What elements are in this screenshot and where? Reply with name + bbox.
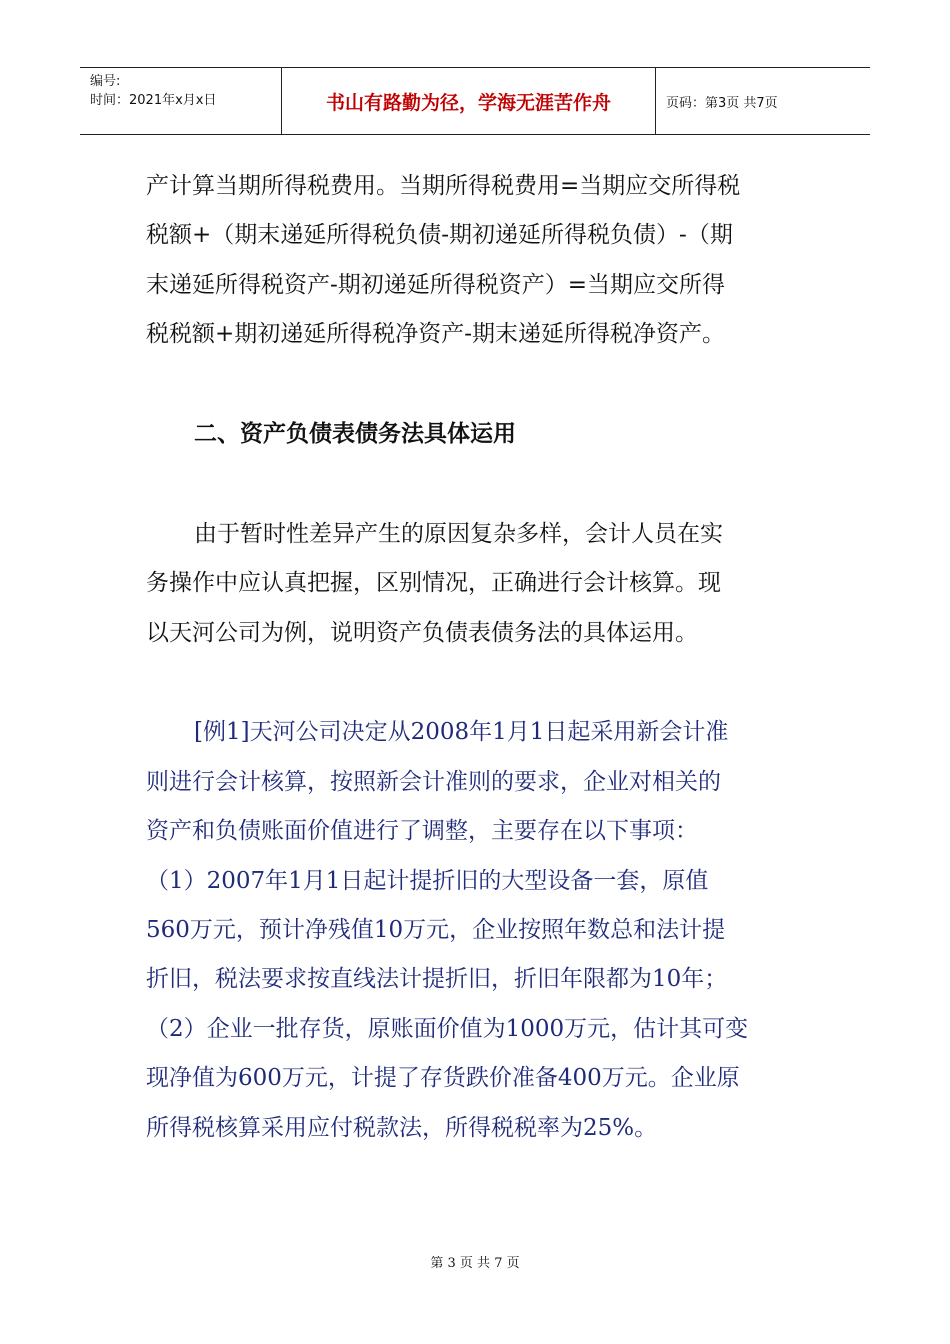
- example-line: 现净值为600万元，计提了存货跌价准备400万元。企业原: [146, 1065, 740, 1091]
- header-meta: [80, 68, 282, 134]
- example-line: 560万元，预计净残值10万元，企业按照年数总和法计提: [146, 917, 726, 943]
- example-line: （2）企业一批存货，原账面价值为1000万元，估计其可变: [146, 1016, 749, 1042]
- page-footer: 第 3 页 共 7 页: [430, 1256, 520, 1271]
- example-line: 折旧，税法要求按直线法计提折旧，折旧年限都为10年；: [146, 966, 728, 992]
- paragraph-line: 税税额+期初递延所得税净资产-期末递延所得税净资产。: [146, 321, 726, 347]
- example-line: （1）2007年1月1日起计提折旧的大型设备一套，原值: [146, 868, 709, 894]
- paragraph-line: 产计算当期所得税费用。当期所得税费用=当期应交所得税: [146, 173, 741, 199]
- paragraph-line: 税额+（期末递延所得税负债-期初递延所得税负债）-（期: [146, 222, 733, 248]
- document-date: 时间：2021年x月x日: [90, 93, 217, 108]
- example-line: 资产和负债账面价值进行了调整，主要存在以下事项：: [146, 818, 698, 844]
- paragraph-line: 由于暂时性差异产生的原因复杂多样，会计人员在实: [194, 521, 723, 547]
- header-page-info: 页码：第3页 共7页: [666, 95, 778, 111]
- example-line: [例1]天河公司决定从2008年1月1日起采用新会计准: [194, 719, 729, 745]
- document-number-label: 编号:: [90, 74, 121, 89]
- paragraph-line: 末递延所得税资产-期初递延所得税资产）=当期应交所得: [146, 272, 726, 298]
- example-line: 则进行会计核算，按照新会计准则的要求，企业对相关的: [146, 769, 721, 795]
- paragraph-line: 务操作中应认真把握，区别情况，正确进行会计核算。现: [146, 570, 721, 596]
- page-header: [80, 67, 870, 135]
- header-motto: 书山有路勤为径，学海无涯苦作舟: [282, 68, 656, 134]
- paragraph-line: 以天河公司为例，说明资产负债表债务法的具体运用。: [146, 620, 698, 646]
- example-line: 所得税核算采用应付税款法，所得税税率为25%。: [146, 1115, 658, 1141]
- section-heading: 二、资产负债表债务法具体运用: [194, 421, 516, 447]
